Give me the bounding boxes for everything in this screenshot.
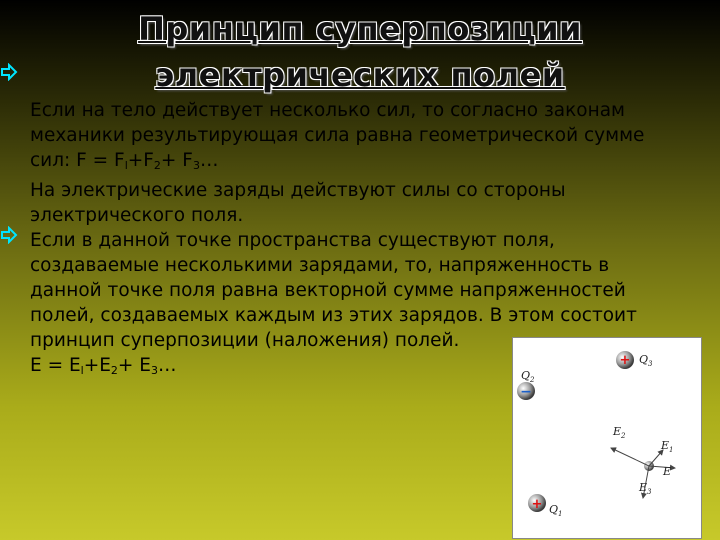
- vector-e2: [611, 448, 649, 466]
- plus-sign-q1: +: [531, 497, 543, 512]
- title-line-1: Принцип суперпозиции: [138, 10, 582, 48]
- bullet-arrow-icon: [0, 63, 18, 81]
- paragraph-2-line-1: На электрические заряды действуют силы со стороны: [30, 180, 566, 201]
- slide-title: [0, 6, 720, 98]
- force-formula: сил: $F = F_l+F_2+$ $F_3\dots$: [30, 150, 219, 172]
- title-line-2: электрических полей: [155, 56, 565, 94]
- field-formula: $E = E_l+E_2+$ $E_3\dots$: [30, 355, 177, 377]
- paragraph-1-line-1: Если на тело действует несколько сил, то согласно законам: [30, 100, 626, 121]
- label-q3: $Q_3$: [639, 353, 653, 368]
- label-e: E: [663, 465, 672, 478]
- label-e3: $E_3$: [639, 481, 652, 496]
- label-q1: $Q_1$: [549, 503, 563, 518]
- superposition-figure: [512, 337, 702, 539]
- paragraph-3-line-5: принцип суперпозиции (наложения) полей.: [30, 330, 460, 351]
- paragraph-1-line-2: механики результирующая сила равна геометрической сумме: [30, 125, 645, 146]
- paragraph-3-line-2: создаваемые несколькими зарядами, то, напряженность в: [30, 255, 610, 276]
- minus-sign-q2: −: [520, 384, 532, 400]
- plus-sign-q3: +: [619, 353, 631, 368]
- label-e1: $E_1$: [661, 439, 674, 454]
- bullet-arrow-icon: [0, 226, 18, 244]
- paragraph-3-line-1: Если в данной точке пространства существуют поля,: [30, 230, 555, 251]
- label-e2: $E_2$: [613, 425, 626, 440]
- vector-diagram: [513, 338, 701, 538]
- paragraph-3-line-4: полей, создаваемых каждым из этих зарядов. В этом состоит: [30, 305, 637, 326]
- paragraph-2-line-2: электрического поля.: [30, 205, 244, 226]
- paragraph-3-line-3: данной точке поля равна векторной сумме напряженностей: [30, 280, 626, 301]
- label-q2: $Q_2$: [521, 369, 535, 384]
